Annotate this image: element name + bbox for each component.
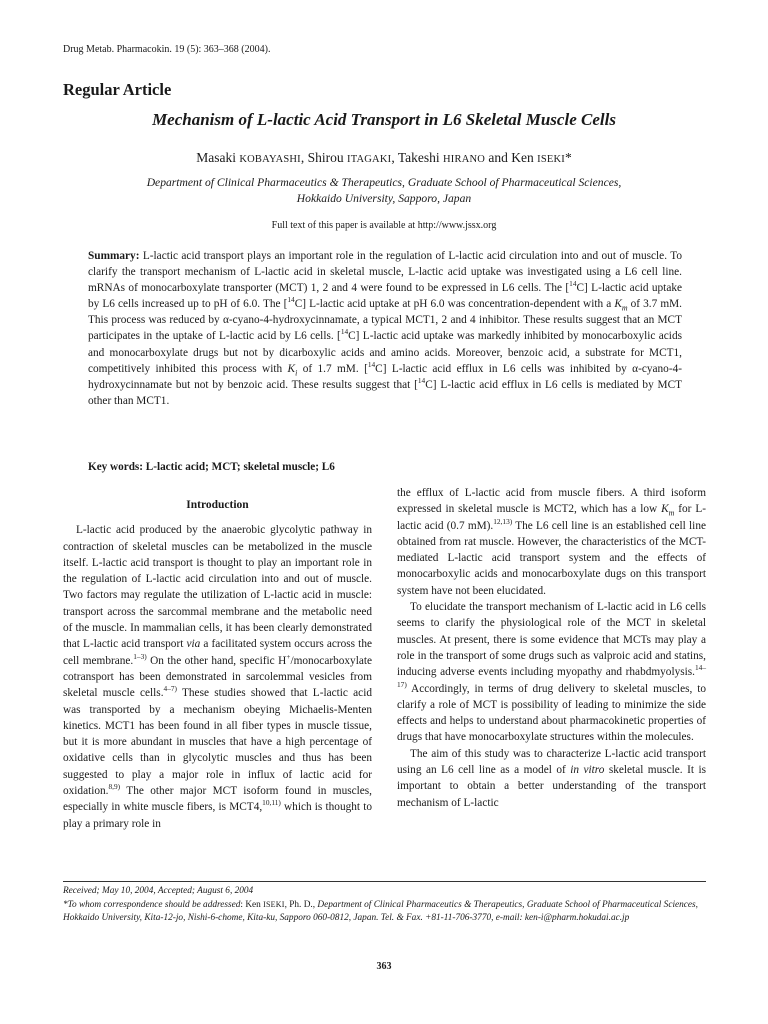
paragraph-text: L-lactic acid produced by the anaerobic glycolytic pathway in contraction of skeletal muscles can be metabolized in the muscle itself. L-lactic acid transport is thought to play an important role in the regulation of L-lactic acid circulation into and out of muscle. Two factors may regulate the utilization of L-lactic acid in muscle: transport across the sarcommal membrane and the metabolic need of the muscle. In mammalian cells, it has been clearly demonstrated that L-lactic acid transport — [63, 524, 372, 651]
paragraph-text: These studies showed that L-lactic acid was transported by a mechanism obeying Michaelis-Menten kinetics. MCT1 has been found in all fiber types in muscle tissue, but it is more abundant in muscles that have a high percentage of oxidative cells than in glycolytic muscles and thus has been suggested to play a major role in influx of lactic acid for oxidation. — [63, 687, 372, 798]
correspondence-surname: ISEKI — [263, 900, 285, 909]
corresponding-author-mark: * — [565, 150, 572, 165]
summary-text: of 3.7 mM. This process was reduced by α-cyano-4-hydroxycinnamate, a typical MCT1, 2 and 4 inhibitor. These results suggest that an MCT participates in the uptake of L-lactic acid by L6 cells. [ — [88, 298, 683, 343]
affiliation-line: Hokkaido University, Sapporo, Japan — [296, 192, 472, 205]
author-separator: , — [300, 150, 308, 165]
received-dates: Received; May 10, 2004, Accepted; August 6, 2004 — [63, 886, 254, 896]
author-first-name: Ken — [511, 150, 534, 165]
isotope-superscript: 14 — [569, 279, 577, 289]
paragraph-text: The aim of this study was to characterize L-lactic acid transport using an L6 cell line as a model of — [397, 747, 706, 777]
paragraph-text: for L-lactic acid (0.7 mM). — [397, 503, 707, 532]
km-symbol: K — [614, 298, 622, 311]
summary-text: C] L-lactic acid uptake at pH 6.0 was concentration-dependent with a — [294, 298, 615, 311]
full-text-note: Full text of this paper is available at http://www.jssx.org — [271, 220, 497, 231]
paragraph-text: which is thought to play a primary role in — [63, 801, 372, 830]
citation-ref: 12,13) — [493, 516, 513, 526]
ki-symbol: K — [287, 362, 296, 375]
citation-ref: 4–7) — [163, 684, 177, 694]
author-first-name: Masaki — [196, 150, 236, 165]
paragraph-text: /monocarboxylate cotransport has been demonstrated in sarcolemmal vesicles from skeletal muscle cells. — [63, 654, 372, 700]
paragraph-text: a facilitated system occurs across the cell membrane. — [63, 638, 372, 667]
author-separator: and — [485, 150, 512, 165]
km-subscript: m — [621, 303, 628, 313]
summary-abstract — [88, 248, 682, 409]
km-symbol: K — [661, 503, 669, 516]
correspondence-text: , Ph. D., — [284, 900, 318, 910]
ki-subscript: i — [295, 367, 298, 377]
page-number: 363 — [376, 961, 392, 972]
summary-text: of 1.7 mM. [ — [297, 362, 368, 375]
paragraph-text: On the other hand, specific H — [146, 654, 287, 667]
paragraph-text: The other major MCT isoform found in muscles, especially in white muscle fibers, is MCT4, — [63, 785, 372, 814]
affiliation-line: Department of Clinical Pharmaceutics & Therapeutics, Graduate School of Pharmaceutical Sciences, — [146, 176, 622, 189]
paragraph — [63, 522, 372, 832]
isotope-superscript: 14 — [417, 375, 426, 385]
journal-citation: Drug Metab. Pharmacokin. 19 (5): 363–368 (2004). — [63, 44, 271, 55]
charge-superscript: + — [286, 651, 291, 661]
citation-ref: 10,11) — [262, 798, 281, 808]
paragraph-text: To elucidate the transport mechanism of L-lactic acid in L6 cells seems to clarify the physiological role of the MCT in skeletal muscles. At present, there is some evidence that MCTs may play a role in the transport of some drugs such as valproic acid and statins, inducing adverse events including myopathy and rhabdmyolysis. — [397, 601, 706, 679]
citation-ref: 1–3) — [133, 651, 147, 661]
correspondence-label: *To whom correspondence should be addressed — [63, 900, 241, 910]
article-title: Mechanism of L-lactic Acid Transport in L6 Skeletal Muscle Cells — [152, 110, 616, 129]
author-first-name: Takeshi — [397, 150, 440, 165]
footnote-divider — [63, 881, 706, 882]
affiliation — [90, 175, 678, 207]
paragraph — [397, 746, 706, 811]
paragraph-text: the efflux of L-lactic acid from muscle fibers. A third isoform expressed in skeletal muscle is MCT2, which has a low — [397, 487, 706, 516]
summary-text: L-lactic acid transport plays an important role in the regulation of L-lactic acid circulation into and out of muscle. To clarify the transport mechanism of L-lactic acid in skeletal muscle, L-lactic acid uptake was investigated using a L6 cell line. mRNAs of monocarboxylate transporter (MCT) 1, 2 and 4 were found to be expressed in L6 cells. The [ — [88, 250, 682, 295]
body-column-left — [63, 497, 372, 832]
summary-text: C] L-lactic acid efflux in L6 cells was inhibited by α-cyano-4-hydroxycinnamate but not by benzoic acid. These results suggest that [ — [88, 362, 683, 391]
km-subscript: m — [668, 508, 675, 518]
citation-ref: 14–17) — [397, 663, 706, 689]
summary-text: C] L-lactic acid efflux in L6 cells is mediated by MCT other than MCT1. — [88, 378, 682, 407]
paragraph-text: Accordingly, in terms of drug delivery to skeletal muscles, to clarify a role of MCT is possibility of leading to minimize the side effects and helps to understand about pharmacokinetic properties of drugs that have monocarboxylate structures within the molecules. — [397, 682, 706, 744]
isotope-superscript: 14 — [367, 359, 376, 369]
summary-text: C] L-lactic acid uptake by L6 cells increased up to pH of 6.0. The [ — [88, 282, 682, 311]
isotope-superscript: 14 — [340, 327, 349, 337]
correspondence-address: Department of Clinical Pharmaceutics & Therapeutics, Graduate School of Pharmaceutical Sciences, Hokkaido University, Kita-12-jo, Nishi-6-chome, Kita-ku, Sapporo 060-0812, Japan. Tel. & Fax. +81-11-706-3770, e-mail: ken-i@pharm.hokudai.ac.jp — [63, 900, 698, 923]
keywords: Key words: L-lactic acid; MCT; skeletal muscle; L6 — [88, 461, 335, 473]
summary-text: C] L-lactic acid uptake was markedly inhibited by monocarboxylic acids and monocarboxylate drugs but not by dicarboxylic acids and amino acids. Moreover, benzoic acid, a substrate for MCT1, competitively inhibited this process with — [88, 330, 682, 375]
author-last-name: HIRANO — [443, 154, 486, 165]
body-column-right — [397, 485, 706, 811]
author-list — [0, 150, 768, 166]
paragraph-text: The L6 cell line is an established cell line obtained from rat muscle. However, the characteristics of the MCT-mediated L-lactic acid transport system and the effects of monocarboxylic acids and monocarboxylate dugs on this transport system have not been elucidated. — [397, 519, 706, 597]
correspondence-text: : Ken — [240, 900, 264, 910]
paragraph-text: skeletal muscle. It is important to obtain a better understanding of the transport mechanism of L-lactic — [397, 764, 706, 809]
footnote — [63, 885, 706, 925]
paragraph — [397, 599, 706, 746]
italic-term: in vitro — [570, 764, 605, 777]
summary-label: Summary: — [88, 250, 140, 262]
author-last-name: ISEKI — [537, 154, 566, 165]
author-separator: , — [391, 150, 398, 165]
paragraph — [397, 485, 706, 599]
isotope-superscript: 14 — [287, 295, 295, 305]
italic-term: via — [186, 638, 201, 651]
author-last-name: KOBAYASHI — [239, 154, 301, 165]
citation-ref: 8,9) — [108, 782, 121, 792]
author-first-name: Shirou — [307, 150, 344, 165]
section-heading-introduction: Introduction — [186, 499, 249, 511]
article-type: Regular Article — [63, 80, 172, 99]
author-last-name: ITAGAKI — [347, 154, 392, 165]
